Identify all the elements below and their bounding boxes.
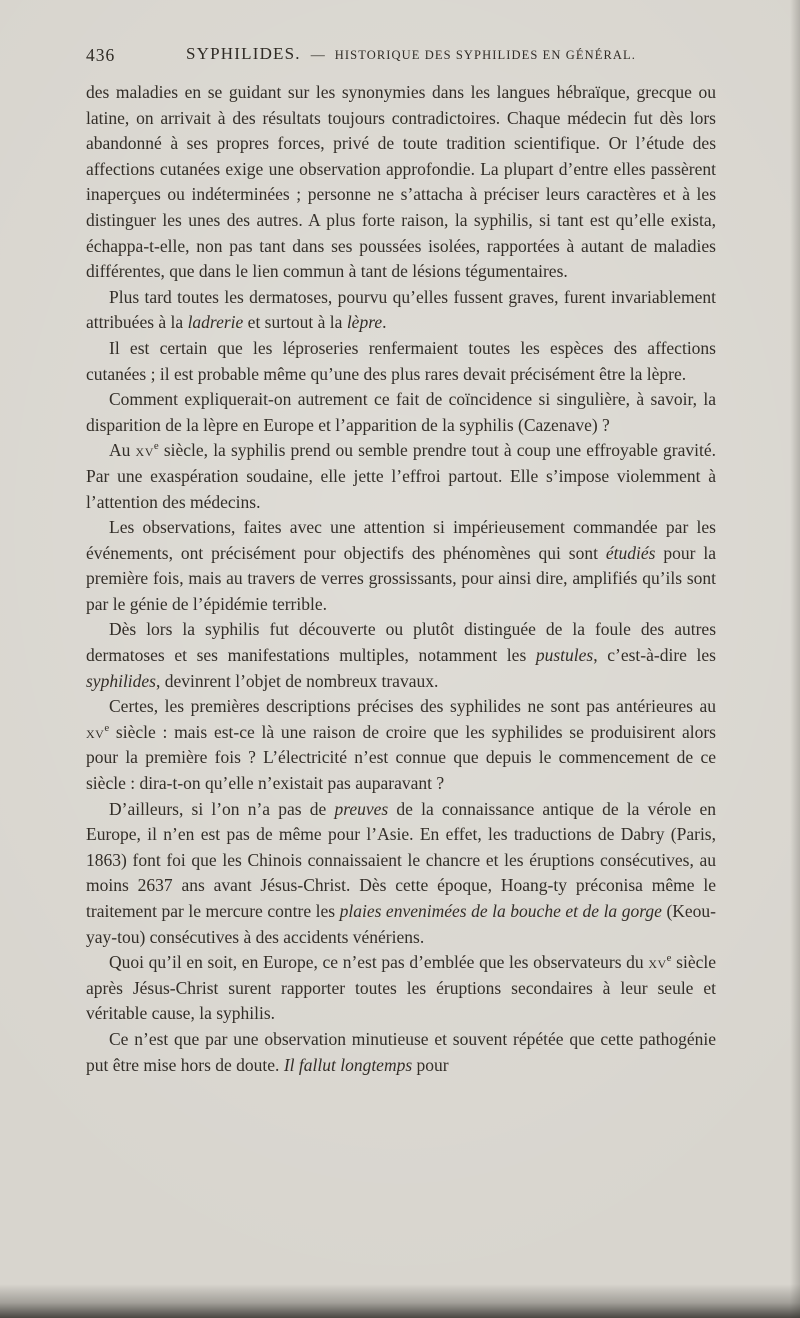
paragraph xyxy=(86,285,716,336)
italic-term: syphilides xyxy=(86,670,156,691)
text-run: des maladies en se guidant sur les synonymies dans les langues hébraïque, grecque ou latine, on arrivait à des résultats toujours contradictoires. Chaque médecin fut dès lors abandonné à ses propres forces, privé de toute tradition scientifique. Or l’étude des affections cutanées exige une observation approfondie. La plupart d’entre elles passèrent inaperçues ou indéterminées ; personne ne s’attacha à préciser leurs caractères et à les distinguer les unes des autres. A plus forte raison, la syphilis, si tant est qu’elle exista, échappa-t-elle, non pas tant dans ses poussées isolées, rapportées à autant de maladies différentes, que dans le lien commun à tant de lésions tégumentaires. xyxy=(86,82,716,282)
header-separator: — xyxy=(310,48,325,63)
paragraph xyxy=(86,387,716,438)
paragraph xyxy=(86,797,716,951)
superscript: e xyxy=(104,722,110,735)
text-run: (Keou-yay-tou) consécutives à des accidents vénériens. xyxy=(86,901,716,947)
text-run: , c’est-à-dire les xyxy=(593,645,716,666)
text-run: xv xyxy=(648,952,667,973)
page-body xyxy=(86,80,716,1078)
paragraph xyxy=(86,515,716,617)
paragraph xyxy=(86,1027,716,1078)
italic-term: Il fallut longtemps xyxy=(283,1054,413,1075)
text-run: et surtout à la xyxy=(243,312,347,333)
italic-term: preuves xyxy=(334,798,389,819)
italic-term: pustules xyxy=(535,645,594,666)
running-header xyxy=(86,44,716,68)
text-run: Les observations, faites avec une attention si impérieusement commandée par les événements, ont précisément pour objectifs des phénomènes qui sont xyxy=(86,517,716,563)
header-title-group xyxy=(86,44,716,64)
text-run: . xyxy=(382,312,387,333)
text-run: Plus tard toutes les dermatoses, pourvu qu’elles fussent graves, furent invariablement attribuées à la xyxy=(86,286,716,333)
text-run: siècle, la syphilis prend ou semble prendre tout à coup une effroyable gravité. Par une exaspération soudaine, elle jette l’effroi partout. Elle s’impose violemment à l’attention des médecins. xyxy=(86,440,716,512)
text-run: xv xyxy=(135,440,154,461)
text-run: D’ailleurs, si l’on n’a pas de xyxy=(109,798,335,819)
text-run: Certes, les premières descriptions précises des syphilides ne sont pas antérieures au xyxy=(109,696,716,717)
text-run: siècle après Jésus-Christ surent rapporter toutes les éruptions secondaires à leur seule et véritable cause, la syphilis. xyxy=(86,952,716,1024)
text-run: pour xyxy=(412,1054,449,1075)
text-run: Quoi qu’il en soit, en Europe, ce n’est pas d’emblée que les observateurs du xyxy=(109,952,649,973)
italic-term: ladrerie xyxy=(187,312,244,333)
page-number: 436 xyxy=(86,45,116,65)
text-run: xv xyxy=(86,721,105,742)
superscript: e xyxy=(666,952,672,965)
text-run: Ce n’est que par une observation minutieuse et souvent répétée que cette pathogénie put être mise hors de doute. xyxy=(86,1028,716,1075)
text-run: Au xyxy=(109,440,136,461)
header-title-main: SYPHILIDES. xyxy=(186,44,301,63)
text-run: Comment expliquerait-on autrement ce fait de coïncidence si singulière, à savoir, la disparition de la lèpre en Europe et l’apparition de la syphilis (Cazenave) ? xyxy=(86,389,716,435)
paragraph xyxy=(86,438,716,515)
paragraph xyxy=(86,336,716,387)
superscript: e xyxy=(153,440,159,453)
text-run: Il est certain que les léproseries renfermaient toutes les espèces des affections cutanées ; il est probable même qu’une des plus rares devait précisément être la lèpre. xyxy=(86,337,716,384)
paragraph xyxy=(86,694,716,796)
paragraph xyxy=(86,617,716,694)
paragraph xyxy=(86,80,716,285)
italic-term: lèpre xyxy=(346,312,383,333)
text-run: Dès lors la syphilis fut découverte ou plutôt distinguée de la foule des autres dermatoses et ses manifestations multiples, notamment les xyxy=(86,619,716,666)
text-run: pour la première fois, mais au travers de verres grossissants, pour ainsi dire, amplifiés qu’ils sont par le génie de l’épidémie terrible. xyxy=(86,542,716,614)
italic-term: étudiés xyxy=(605,542,656,563)
paragraph xyxy=(86,950,716,1027)
italic-term: plaies envenimées de la bouche et de la gorge xyxy=(339,901,662,921)
text-run: de la connaissance antique de la vérole en Europe, il n’en est pas de même pour l’Asie. En effet, les traductions de Dabry (Paris, 1863) font foi que les Chinois connaissaient le chancre et les éruptions consécutives, au moins 2637 ans avant Jésus-Christ. Dès cette époque, Hoang-ty préconisa même le traitement par le mercure contre les xyxy=(86,798,716,921)
header-title-sub: HISTORIQUE DES SYPHILIDES EN GÉNÉRAL. xyxy=(334,48,636,62)
text-run: , devinrent l’objet de nombreux travaux. xyxy=(156,670,439,691)
text-run: siècle : mais est-ce là une raison de croire que les syphilides se produisirent alors pour la première fois ? L’électricité n’est connue que depuis le commencement de ce siècle : dira-t-on qu’elle n’existait pas auparavant ? xyxy=(86,721,716,794)
